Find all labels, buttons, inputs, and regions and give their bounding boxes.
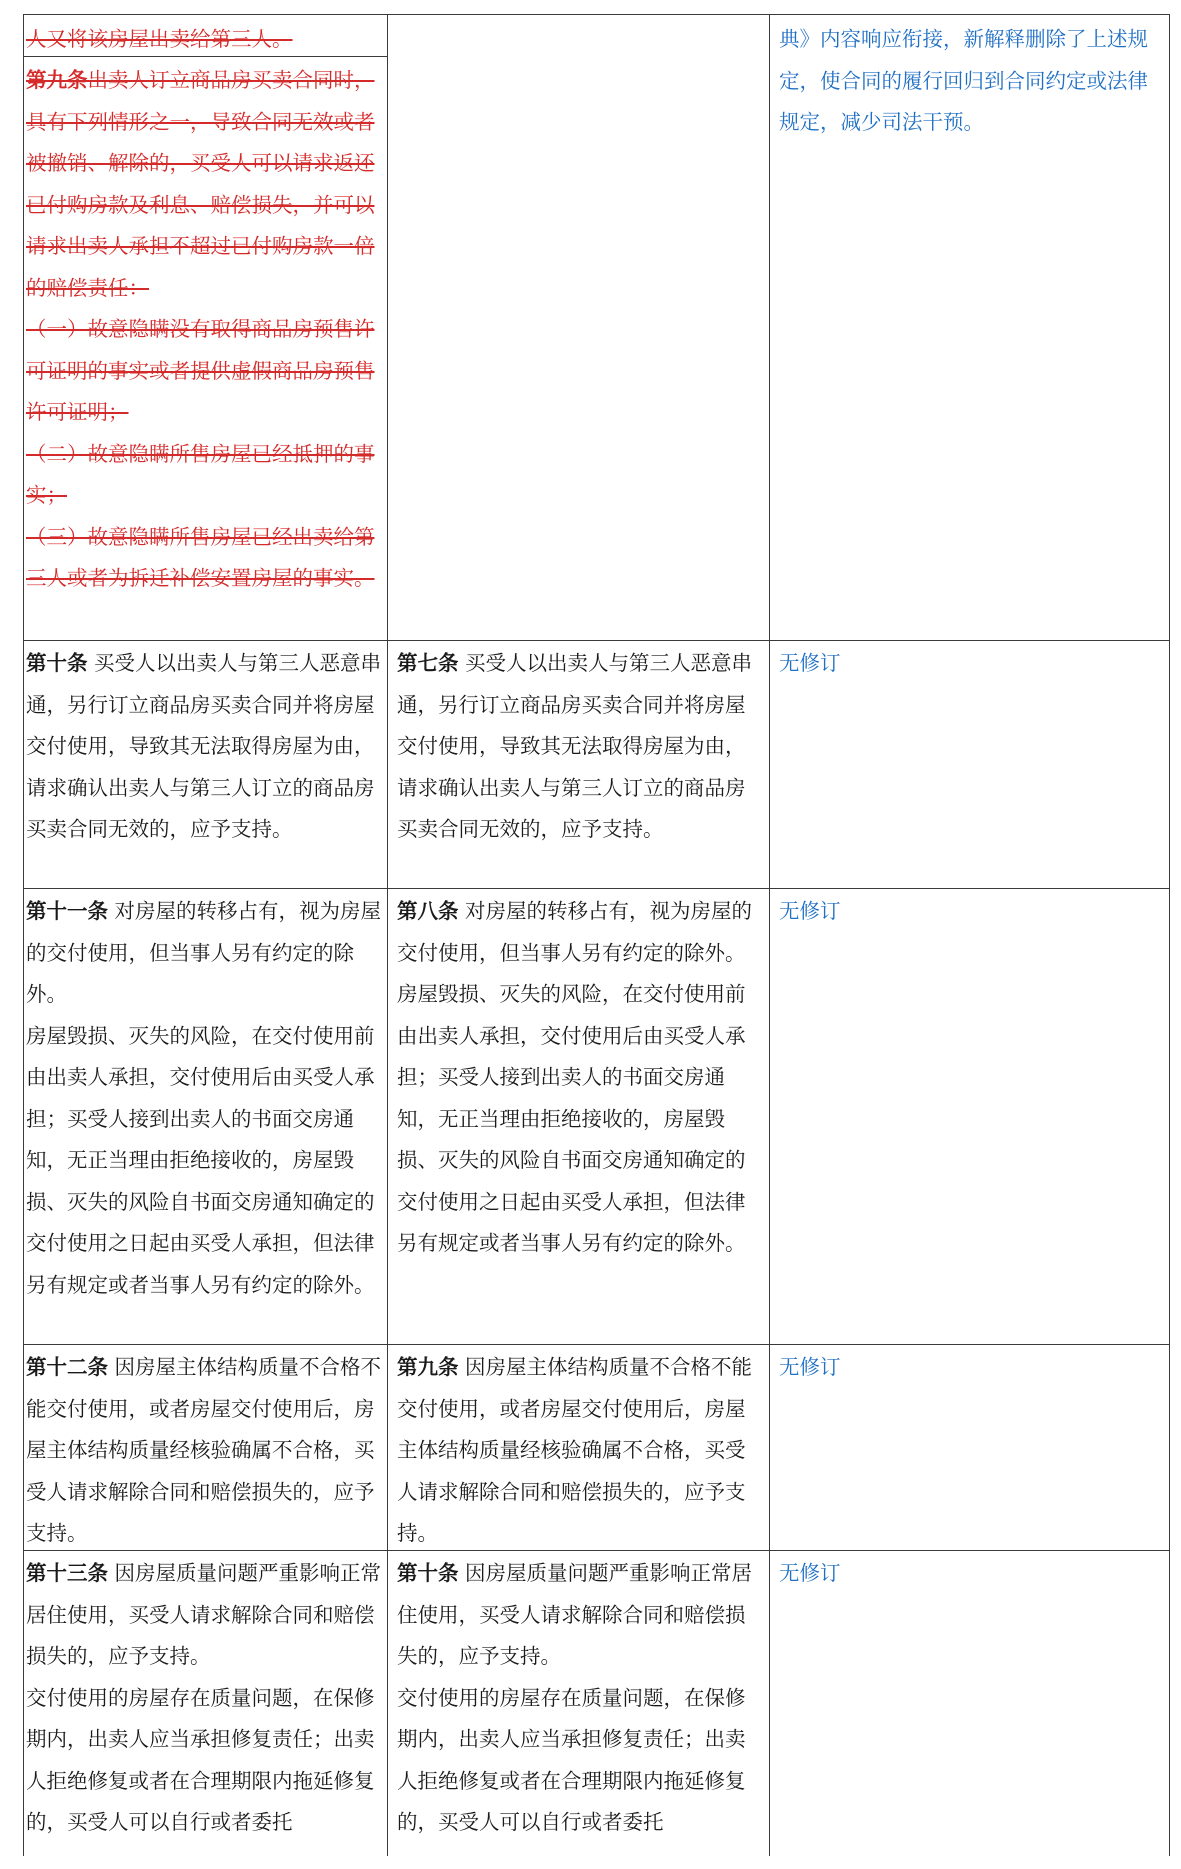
old-text-cell (23, 17, 387, 61)
article-title: 第十一条 (26, 899, 108, 923)
article-paragraph: 房屋毁损、灭失的风险，在交付使用前由出卖人承担，交付使用后由买受人承担；买受人接到出卖人的书面交房通知，无正当理由拒绝接收的，房屋毁损、灭失的风险自书面交房通知确定的交付使用之日起由买受人承担，但法律另有规定或者当事人另有约定的除外。 (26, 1023, 375, 1297)
article-body: 因房屋质量问题严重影响正常居住使用，买受人请求解除合同和赔偿损失的，应予支持。 (26, 1561, 382, 1668)
article-title: 第九条 (397, 1355, 459, 1379)
article-title: 第八条 (397, 899, 459, 923)
old-text-cell (23, 1551, 387, 1844)
revision-note: 无修订 (779, 1561, 841, 1585)
revision-note: 无修订 (779, 899, 841, 923)
article-text (26, 1347, 387, 1555)
revision-note: 典》内容响应衔接，新解释删除了上述规定，使合同的履行回归到合同约定或法律规定，减少司法干预。 (779, 27, 1148, 134)
article-text (397, 891, 754, 974)
note-cell (770, 889, 1159, 933)
note-cell (770, 1345, 1159, 1389)
article-body: 对房屋的转移占有，视为房屋的交付使用，但当事人另有约定的除外。 (397, 899, 753, 965)
old-text-cell (23, 641, 387, 851)
article-title: 第七条 (397, 651, 459, 675)
article-body: 因房屋质量问题严重影响正常居住使用，买受人请求解除合同和赔偿损失的，应予支持。 (397, 1561, 753, 1668)
article-body: 因房屋主体结构质量不合格不能交付使用，或者房屋交付使用后，房屋主体结构质量经核验确属不合格，买受人请求解除合同和赔偿损失的，应予支持。 (26, 1355, 382, 1545)
article-text (26, 643, 387, 851)
old-text-cell (23, 889, 387, 1306)
article-body: 买受人以出卖人与第三人恶意串通，另行订立商品房买卖合同并将房屋交付使用，导致其无法取得房屋为由，请求确认出卖人与第三人订立的商品房买卖合同无效的，应予支持。 (26, 651, 382, 841)
article-paragraph: 房屋毁损、灭失的风险，在交付使用前由出卖人承担，交付使用后由买受人承担；买受人接到出卖人的书面交房通知，无正当理由拒绝接收的，房屋毁损、灭失的风险自书面交房通知确定的交付使用之日起由买受人承担，但法律另有规定或者当事人另有约定的除外。 (397, 982, 746, 1255)
new-text-cell (388, 641, 754, 851)
article-body: 买受人以出卖人与第三人恶意串通，另行订立商品房买卖合同并将房屋交付使用，导致其无法取得房屋为由，请求确认出卖人与第三人订立的商品房买卖合同无效的，应予支持。 (397, 651, 753, 841)
article-paragraph: 交付使用的房屋存在质量问题，在保修期内，出卖人应当承担修复责任；出卖人拒绝修复或者在合理期限内拖延修复的，买受人可以自行或者委托 (26, 1685, 375, 1834)
deleted-item: （二）故意隐瞒所售房屋已经抵押的事实； (26, 441, 375, 507)
revision-note: 无修订 (779, 651, 841, 675)
old-text-cell (23, 1345, 387, 1555)
article-body: 对房屋的转移占有，视为房屋的交付使用，但当事人另有约定的除外。 (26, 899, 382, 1006)
article-text (26, 891, 387, 1016)
deleted-item: （三）故意隐瞒所售房屋已经出卖给第三人或者为拆迁补偿安置房屋的事实。 (26, 524, 375, 590)
new-text-cell (388, 1551, 754, 1844)
note-cell (770, 1551, 1159, 1595)
note-cell (770, 17, 1160, 144)
article-body: 因房屋主体结构质量不合格不能交付使用，或者房屋交付使用后，房屋主体结构质量经核验确属不合格，买受人请求解除合同和赔偿损失的，应予支持。 (397, 1355, 753, 1545)
article-title: 第十条 (26, 651, 88, 675)
deleted-article (26, 60, 387, 309)
article-title: 第九条 (26, 68, 88, 92)
revision-note: 无修订 (779, 1355, 841, 1379)
note-cell (770, 641, 1159, 685)
article-text (397, 643, 754, 851)
article-text (26, 1553, 387, 1678)
article-paragraph: 交付使用的房屋存在质量问题，在保修期内，出卖人应当承担修复责任；出卖人拒绝修复或者在合理期限内拖延修复的，买受人可以自行或者委托 (397, 1685, 746, 1834)
table-border-top (23, 14, 1170, 15)
article-title: 第十三条 (26, 1561, 108, 1585)
old-text-cell (23, 58, 387, 600)
article-body: 出卖人订立商品房买卖合同时，具有下列情形之一，导致合同无效或者被撤销、解除的，买受人可以请求返还已付购房款及利息、赔偿损失，并可以请求出卖人承担不超过已付购房款一倍的赔偿责任： (26, 68, 375, 300)
article-title: 第十二条 (26, 1355, 108, 1379)
new-text-cell (388, 889, 754, 1265)
new-text-cell (388, 1345, 754, 1555)
article-text (397, 1553, 754, 1678)
table-border-right (1169, 14, 1170, 1856)
article-title: 第十条 (397, 1561, 459, 1585)
deleted-item: （一）故意隐瞒没有取得商品房预售许可证明的事实或者提供虚假商品房预售许可证明； (26, 317, 375, 424)
article-text (397, 1347, 754, 1555)
deleted-text: 人又将该房屋出卖给第三人。 (26, 27, 293, 51)
